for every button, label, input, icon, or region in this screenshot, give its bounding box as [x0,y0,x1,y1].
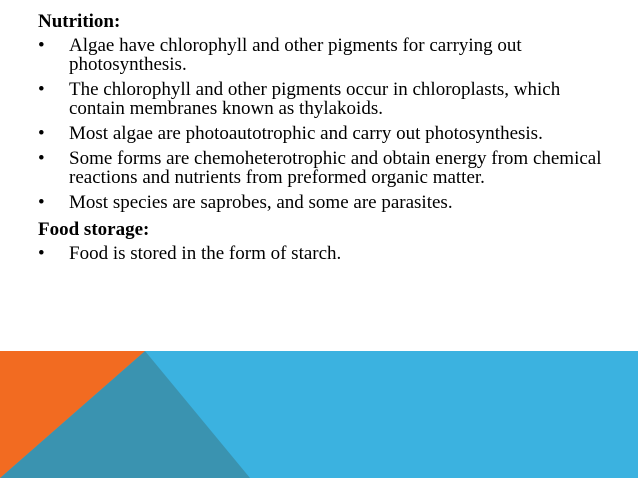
list-item [38,124,608,143]
nutrition-bullet-list [38,36,608,212]
list-item [38,244,608,263]
list-item [38,149,608,187]
food-storage-heading: Food storage: [38,219,150,240]
list-item-text: Food is stored in the form of starch. [69,243,342,264]
list-item-text: The chlorophyll and other pigments occur in chloroplasts, which contain membranes known as thylakoids. [69,79,561,119]
nutrition-section [38,10,608,212]
list-item-text: Most species are saprobes, and some are parasites. [69,192,453,213]
bullet-icon: • [38,123,45,144]
bullet-icon: • [38,79,45,100]
list-item-text: Most algae are photoautotrophic and carry out photosynthesis. [69,123,543,144]
list-item [38,36,608,74]
list-item [38,80,608,118]
bullet-icon: • [38,192,45,213]
decorative-footer-band [0,351,638,478]
list-item [38,193,608,212]
slide-body [38,10,608,269]
food-storage-section [38,218,608,263]
nutrition-heading: Nutrition: [38,11,121,32]
list-item-text: Algae have chlorophyll and other pigments for carrying out photosynthesis. [69,35,522,75]
bullet-icon: • [38,148,45,169]
food-storage-bullet-list [38,244,608,263]
list-item-text: Some forms are chemoheterotrophic and obtain energy from chemical reactions and nutrients from preformed organic matter. [69,148,602,188]
bullet-icon: • [38,243,45,264]
bullet-icon: • [38,35,45,56]
